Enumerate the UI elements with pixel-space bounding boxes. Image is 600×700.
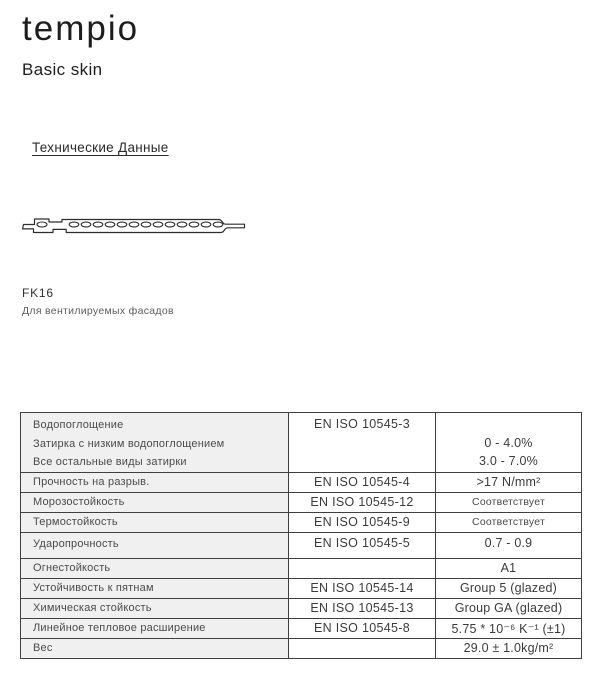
standard-cell [289, 638, 436, 658]
table-row [21, 492, 582, 512]
standard-label: EN ISO 10545-5 [314, 535, 410, 550]
property-cell [21, 492, 289, 512]
standard-cell [289, 532, 436, 558]
standard-label: EN ISO 10545-8 [314, 621, 410, 635]
property-label: Устойчивость к пятнам [33, 582, 154, 594]
table-row [21, 532, 582, 558]
standard-cell [289, 618, 436, 638]
property-label: Прочность на разрыв. [33, 476, 150, 488]
value-label: 29.0 ± 1.0kg/m² [463, 641, 554, 655]
value-label: Group GA (glazed) [454, 601, 563, 615]
property-cell [21, 558, 289, 578]
value-cell [436, 472, 582, 492]
property-label: Вес [33, 642, 53, 654]
standard-cell [289, 472, 436, 492]
property-label: Химическая стойкость [33, 602, 152, 614]
standard-cell [289, 512, 436, 532]
value-label [436, 416, 581, 434]
property-cell [21, 598, 289, 618]
table-row [21, 598, 582, 618]
property-cell [21, 512, 289, 532]
property-cell [21, 472, 289, 492]
panel-profile-drawing [22, 212, 246, 245]
property-cell [21, 413, 289, 473]
value-cell [436, 578, 582, 598]
property-label: Ударопрочность [33, 537, 119, 550]
value-cell [436, 512, 582, 532]
value-label: A1 [500, 561, 517, 575]
technical-spec-table [20, 412, 582, 659]
table-row [21, 618, 582, 638]
standard-label: EN ISO 10545-13 [310, 601, 414, 615]
product-code: FK16 [22, 286, 54, 300]
value-label: 0.7 - 0.9 [484, 535, 533, 550]
value-cell [436, 618, 582, 638]
value-label: Group 5 (glazed) [460, 581, 557, 595]
value-cell [436, 598, 582, 618]
property-cell [21, 618, 289, 638]
value-cell [436, 492, 582, 512]
property-label: Водопоглощение [33, 419, 124, 431]
standard-cell [289, 598, 436, 618]
panel-cross-section-icon [22, 212, 246, 240]
value-label: 0 - 4.0% [484, 436, 533, 450]
brand-logo-light-part: pio [86, 9, 140, 48]
property-label: Морозостойкость [33, 496, 125, 508]
value-label: Соответствует [472, 516, 545, 528]
property-label: Термостойкость [33, 516, 118, 528]
product-line-title: Basic skin [22, 60, 103, 79]
standard-label: EN ISO 10545-9 [314, 515, 410, 529]
standard-label: EN ISO 10545-12 [310, 495, 414, 509]
value-cell [436, 532, 582, 558]
standard-label: EN ISO 10545-4 [314, 475, 410, 489]
table-row [21, 558, 582, 578]
product-description: Для вентилируемых фасадов [22, 305, 174, 317]
property-label: Линейное тепловое расширение [33, 622, 206, 634]
value-label: >17 N/mm² [476, 475, 541, 489]
property-cell [21, 578, 289, 598]
standard-label: EN ISO 10545-14 [310, 581, 414, 595]
brand-logo [22, 10, 139, 49]
value-label: 3.0 - 7.0% [479, 454, 538, 468]
table-row [21, 413, 582, 473]
brand-logo-bold-part: tem [22, 9, 87, 48]
table-row [21, 578, 582, 598]
property-label: Все остальные виды затирки [33, 456, 187, 468]
table-row [21, 512, 582, 532]
technical-data-heading: Технические Данные [32, 140, 169, 155]
property-cell [21, 638, 289, 658]
standard-label: EN ISO 10545-3 [314, 417, 410, 431]
value-cell [436, 638, 582, 658]
property-cell [21, 532, 289, 558]
table-row [21, 472, 582, 492]
table-row [21, 638, 582, 658]
value-label: Соответствует [472, 496, 545, 508]
standard-cell [289, 578, 436, 598]
property-label: Затирка с низким водопоглощением [33, 437, 225, 450]
standard-cell [289, 558, 436, 578]
standard-cell [289, 413, 436, 473]
value-cell [436, 558, 582, 578]
value-label: 5.75 * 10⁻⁶ K⁻¹ (±1) [451, 621, 566, 636]
value-cell [436, 413, 582, 473]
standard-cell [289, 492, 436, 512]
property-label: Огнестойкость [33, 562, 111, 574]
